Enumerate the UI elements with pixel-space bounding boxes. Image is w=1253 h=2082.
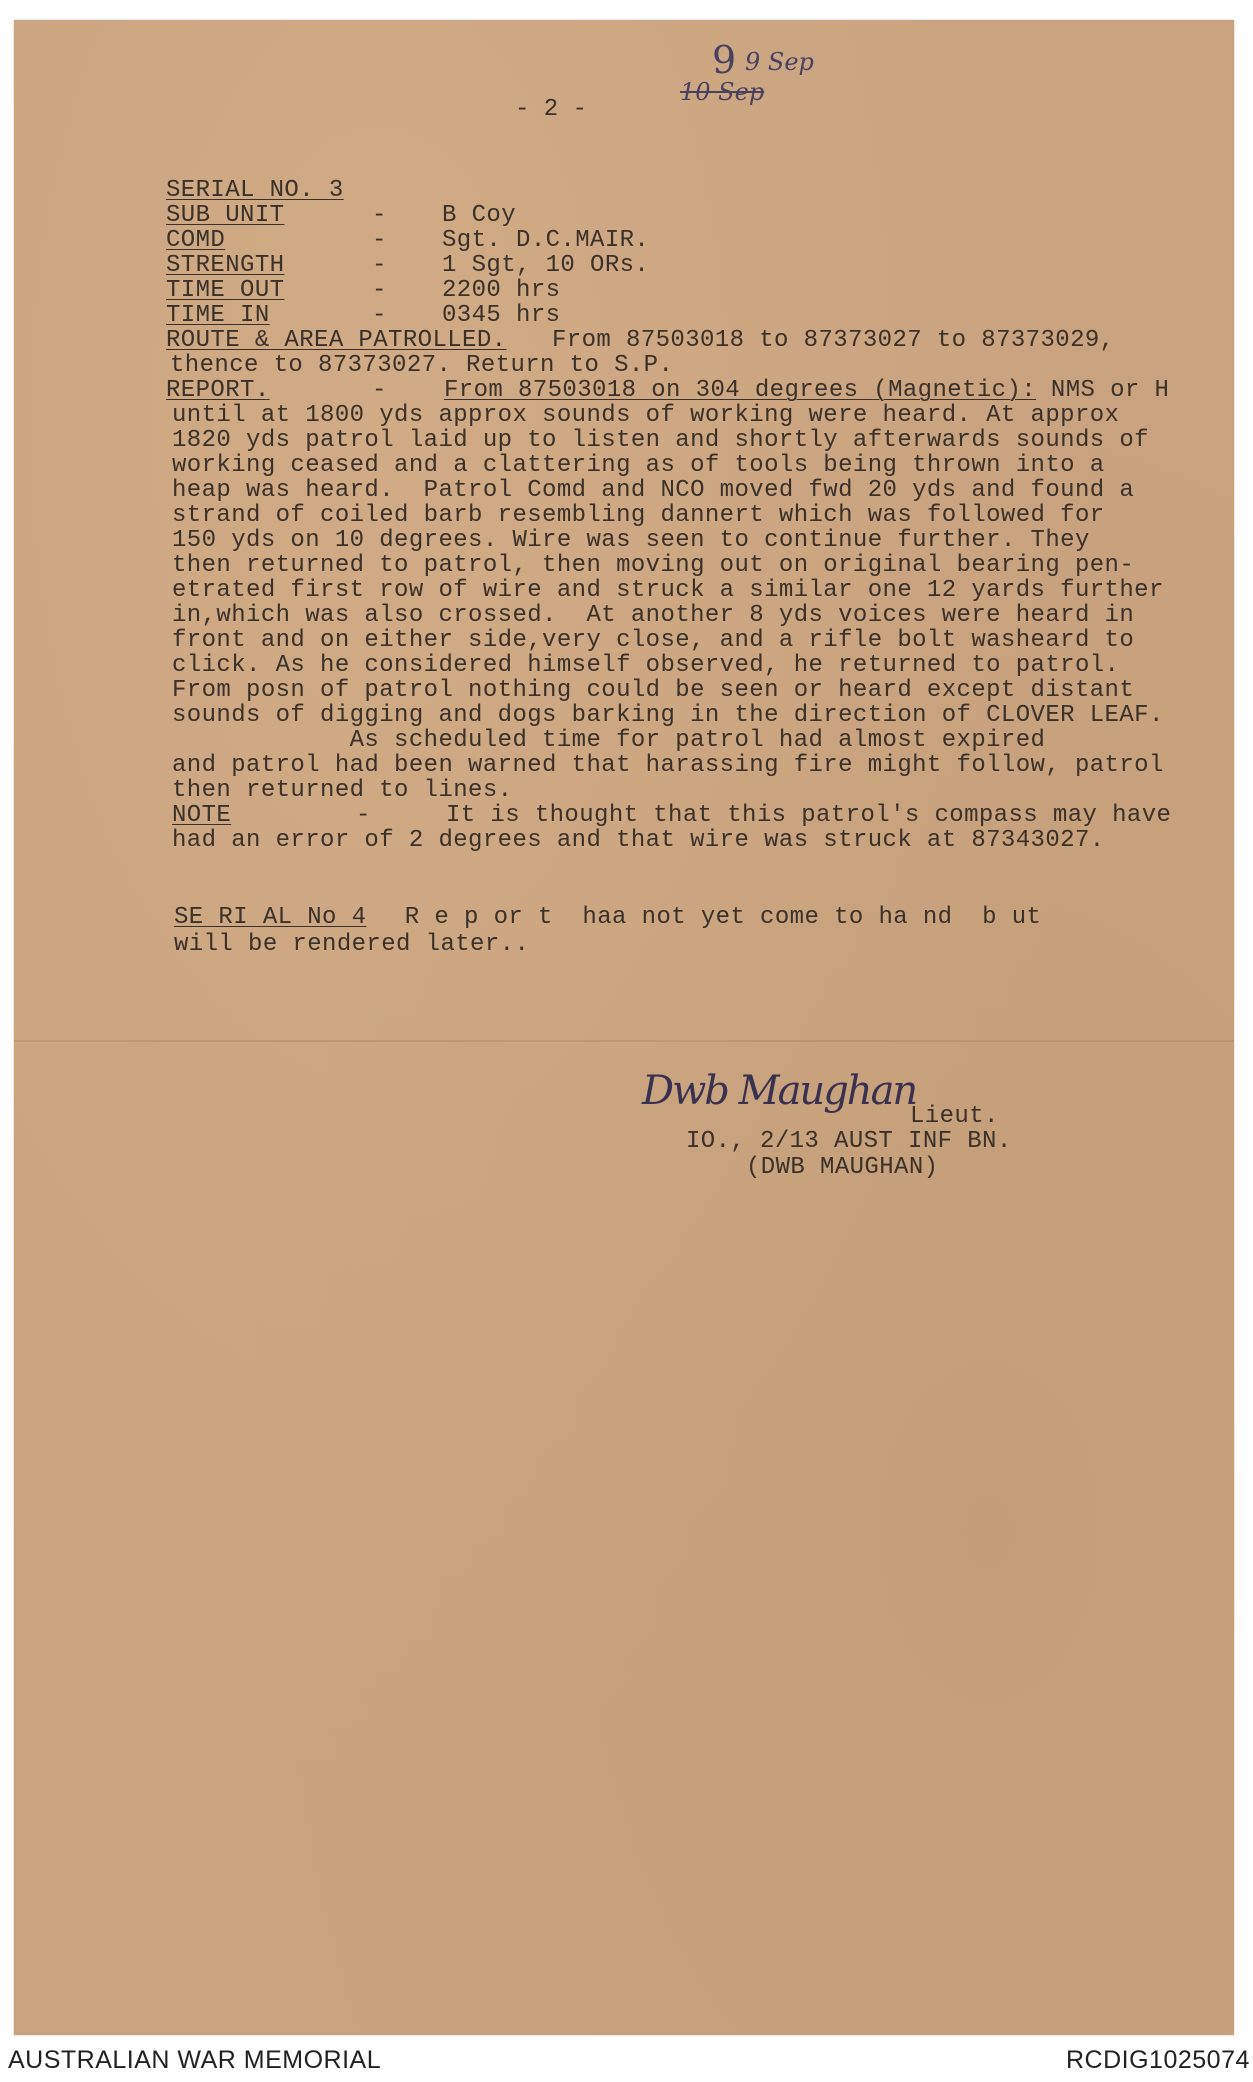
field-label-comd: COMD — [166, 227, 226, 254]
field-label-time-out: TIME OUT — [166, 277, 285, 304]
report-first-line — [444, 378, 1169, 403]
report-line: As scheduled time for patrol had almost expired — [172, 727, 1046, 754]
field-value-comd: Sgt. D.C.MAIR. — [442, 227, 650, 254]
field-dash: - — [372, 227, 387, 254]
field-label-strength: STRENGTH — [166, 252, 285, 279]
report-line: until at 1800 yds approx sounds of working were heard. At approx — [172, 402, 1120, 429]
report-line: 150 yds on 10 degrees. Wire was seen to continue further. They — [172, 527, 1090, 554]
handwritten-date-digit: 9 — [712, 38, 737, 82]
field-dash: - — [372, 202, 387, 229]
field-dash: - — [372, 252, 387, 279]
report-line: click. As he considered himself observed, he returned to patrol. — [172, 652, 1120, 679]
report-line: then returned to lines. — [172, 777, 513, 804]
route-line-2: thence to 87373027. Return to S.P. — [170, 352, 674, 379]
route-label: ROUTE & AREA PATROLLED. — [166, 327, 507, 354]
page-number: - 2 - — [515, 96, 588, 123]
handwritten-signature: Dwb Maughan — [642, 1068, 917, 1114]
signature-unit: IO., 2/13 AUST INF BN. — [686, 1128, 1012, 1155]
field-value-time-in: 0345 hrs — [442, 302, 561, 329]
field-value-sub-unit: B Coy — [442, 202, 517, 229]
serial-4-text-1: R e p or t haa not yet come to ha nd b ut — [390, 904, 1042, 931]
field-value-strength: 1 Sgt, 10 ORs. — [442, 252, 650, 279]
note-dash: - — [356, 802, 371, 829]
report-line: heap was heard. Patrol Comd and NCO moved fwd 20 yds and found a — [172, 477, 1135, 504]
field-dash: - — [372, 277, 387, 304]
report-line: sounds of digging and dogs barking in the direction of CLOVER LEAF. — [172, 702, 1164, 729]
report-dash: - — [372, 377, 387, 404]
fold-crease — [14, 1040, 1234, 1042]
serial-4-label: SE RI AL No 4 — [174, 904, 367, 931]
note-line-1: It is thought that this patrol's compass may have — [446, 802, 1172, 829]
note-line-2: had an error of 2 degrees and that wire was struck at 87343027. — [172, 827, 1105, 854]
field-value-time-out: 2200 hrs — [442, 277, 561, 304]
report-line: front and on either side,very close, and a rifle bolt washeard to — [172, 627, 1135, 654]
report-label: REPORT. — [166, 377, 270, 404]
report-first-tail: NMS or H — [1036, 377, 1170, 404]
report-line: 1820 yds patrol laid up to listen and shortly afterwards sounds of — [172, 427, 1149, 454]
report-line: From posn of patrol nothing could be seen or heard except distant — [172, 677, 1135, 704]
signature-name: (DWB MAUGHAN) — [746, 1154, 939, 1181]
field-label-sub-unit: SUB UNIT — [166, 202, 285, 229]
report-line: and patrol had been warned that harassing fire might follow, patrol — [172, 752, 1164, 779]
signature-rank: Lieut. — [910, 1103, 999, 1130]
handwritten-date: 9 Sep — [745, 48, 814, 76]
field-label-time-in: TIME IN — [166, 302, 270, 329]
struck-date: 10 Sep — [680, 78, 765, 106]
route-line-1: From 87503018 to 87373027 to 87373029, — [552, 327, 1115, 354]
report-line: working ceased and a clattering as of tools being thrown into a — [172, 452, 1105, 479]
serial-3-heading: SERIAL NO. 3 — [166, 177, 344, 204]
note-label: NOTE — [172, 802, 232, 829]
serial-4-text-2: will be rendered later.. — [174, 931, 530, 958]
report-line: then returned to patrol, then moving out on original bearing pen- — [172, 552, 1135, 579]
report-line: in,which was also crossed. At another 8 yds voices were heard in — [172, 602, 1135, 629]
footer-record-id: RCDIG1025074 — [1066, 2046, 1250, 2074]
report-line: strand of coiled barb resembling dannert which was followed for — [172, 502, 1105, 529]
footer-archive-name: AUSTRALIAN WAR MEMORIAL — [8, 2046, 382, 2074]
report-first-underlined: From 87503018 on 304 degrees (Magnetic): — [444, 377, 1037, 404]
field-dash: - — [372, 302, 387, 329]
report-line: etrated first row of wire and struck a similar one 12 yards further — [172, 577, 1164, 604]
